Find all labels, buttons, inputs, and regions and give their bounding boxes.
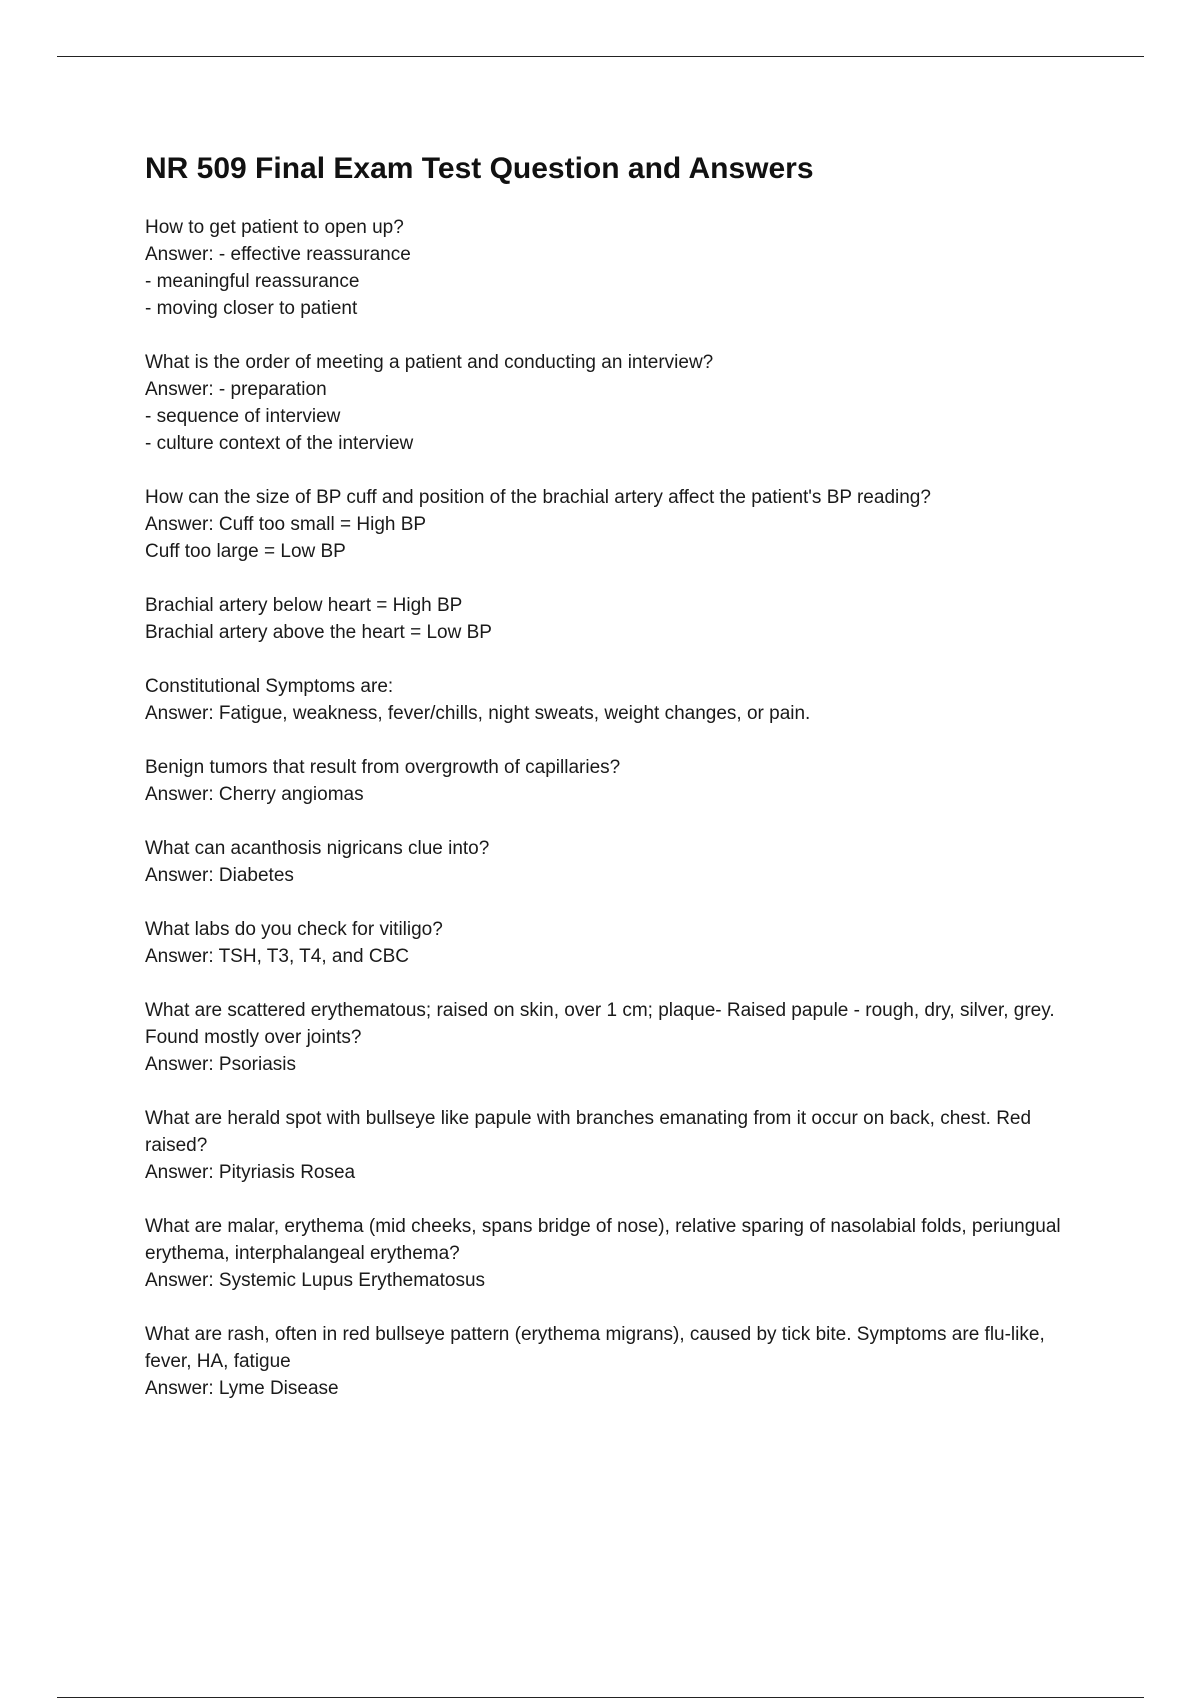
answer-line: Answer: Psoriasis <box>145 1054 296 1075</box>
qa-item <box>145 673 1085 727</box>
question-text: How to get patient to open up? <box>145 217 404 238</box>
qa-item <box>145 916 1085 970</box>
document-title: NR 509 Final Exam Test Question and Answers <box>145 152 814 185</box>
qa-item <box>145 997 1085 1078</box>
answer-line: Cuff too large = Low BP <box>145 541 346 562</box>
answer-line: - moving closer to patient <box>145 298 358 319</box>
qa-item <box>145 754 1085 808</box>
answer-line: Brachial artery above the heart = Low BP <box>145 622 492 643</box>
answer-line: - sequence of interview <box>145 406 341 427</box>
answer-line: Answer: - effective reassurance <box>145 244 411 265</box>
qa-item <box>145 1105 1085 1186</box>
question-text: What are rash, often in red bullseye pattern (erythema migrans), caused by tick bite. Symptoms are flu-like, fever, HA, fatigue <box>145 1324 1045 1372</box>
qa-item <box>145 349 1085 457</box>
qa-item <box>145 835 1085 889</box>
answer-line: Brachial artery below heart = High BP <box>145 595 463 616</box>
header-rule <box>57 56 1144 57</box>
qa-item <box>145 484 1085 646</box>
document-body <box>145 150 1085 1429</box>
question-text: What are malar, erythema (mid cheeks, spans bridge of nose), relative sparing of nasolabial folds, periungual erythema, interphalangeal erythema? <box>145 1216 1061 1264</box>
answer-line: Answer: Lyme Disease <box>145 1378 339 1399</box>
answer-line: Answer: Pityriasis Rosea <box>145 1162 356 1183</box>
paragraph-gap <box>145 565 1085 592</box>
answer-line: - meaningful reassurance <box>145 271 360 292</box>
answer-line: Answer: - preparation <box>145 379 327 400</box>
question-text: What are herald spot with bullseye like papule with branches emanating from it occur on back, chest. Red raised? <box>145 1108 1032 1156</box>
answer-line: Answer: Diabetes <box>145 865 294 886</box>
qa-item <box>145 1213 1085 1294</box>
qa-item <box>145 214 1085 322</box>
answer-line: Answer: Cherry angiomas <box>145 784 364 805</box>
question-text: What is the order of meeting a patient and conducting an interview? <box>145 352 714 373</box>
footer-rule <box>57 1697 1144 1698</box>
question-text: How can the size of BP cuff and position of the brachial artery affect the patient's BP reading? <box>145 487 931 508</box>
answer-line: Answer: Cuff too small = High BP <box>145 514 427 535</box>
answer-line: Answer: TSH, T3, T4, and CBC <box>145 946 409 967</box>
qa-item <box>145 1321 1085 1402</box>
question-text: What labs do you check for vitiligo? <box>145 919 443 940</box>
qa-list <box>145 214 1085 1402</box>
question-text: Constitutional Symptoms are: <box>145 676 394 697</box>
answer-line: Answer: Fatigue, weakness, fever/chills, night sweats, weight changes, or pain. <box>145 703 811 724</box>
question-text: Benign tumors that result from overgrowth of capillaries? <box>145 757 621 778</box>
question-text: What can acanthosis nigricans clue into? <box>145 838 490 859</box>
answer-line: - culture context of the interview <box>145 433 414 454</box>
answer-line: Answer: Systemic Lupus Erythematosus <box>145 1270 486 1291</box>
question-text: What are scattered erythematous; raised on skin, over 1 cm; plaque- Raised papule - rough, dry, silver, grey. Found mostly over joints? <box>145 1000 1055 1048</box>
